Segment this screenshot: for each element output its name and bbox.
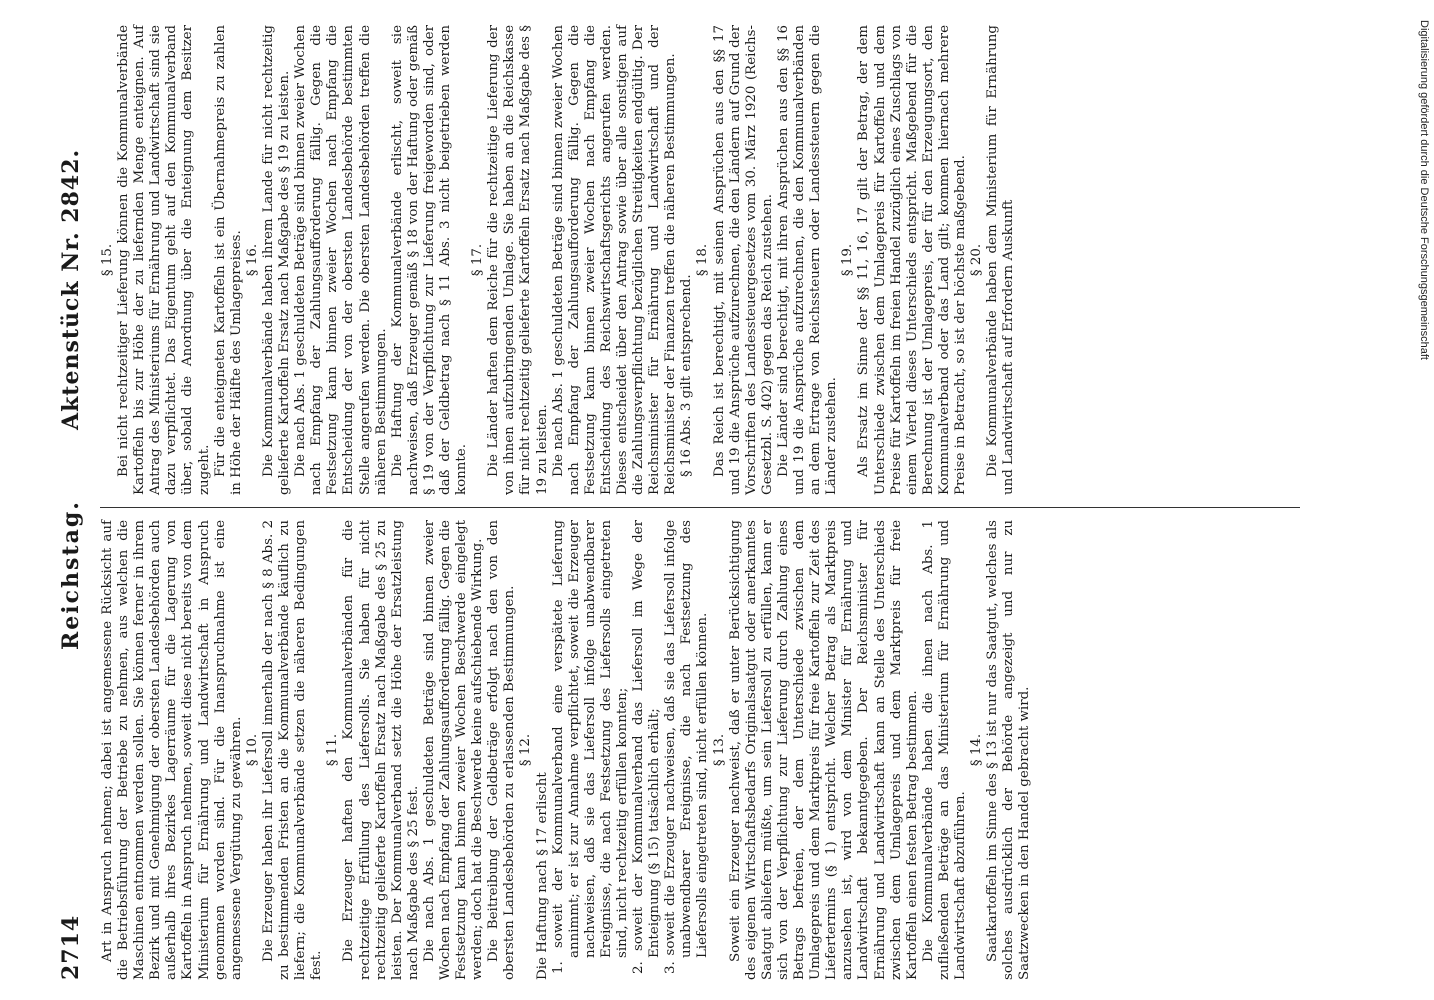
list-item: 3. soweit die Erzeuger nachweisen, daß sie das Liefersoll infolge unabwendbarer Ereignisse, die nach Festsetzung des Liefersolls eingetreten sind, nicht erfüllen können.: [663, 520, 711, 974]
paragraph: Die Kommunalverbände haben die ihnen nach Abs. 1 zufließenden Beträge an das Ministerium für Ernährung und Landwirtschaft abzuführen.: [920, 520, 968, 980]
paragraph: Bei nicht rechtzeitiger Lieferung können die Kommunalverbände Kartoffeln bis zur Höhe der zu liefernden Menge enteignen. Auf Antrag des Ministeriums für Ernährung und Landwirtschaft sind sie dazu verpflichtet. Das Eigentum geht auf den Kommunalverband über, sobald die Anordnung über die Enteignung dem Besitzer zugeht.: [116, 25, 212, 495]
paragraph: Soweit ein Erzeuger nachweist, daß er unter Berücksichtigung des eigenen Wirtschaftsbedarfs Originalsaatgut oder anerkanntes Saatgut abliefern müßte, um sein Liefersoll zu erfüllen, kann er sich von der Verpflichtung zur Lieferung durch Zahlung eines Betrags befreien, der dem Unterschiede zwischen dem Umlagepreis und dem Marktpreis für freie Kartoffeln zur Zeit des Liefertermins (§ 1) entspricht. Welcher Betrag als Marktpreis anzusehen ist, wird von dem Minister für Ernährung und Landwirtschaft bekanntgegeben. Der Reichsminister für Ernährung und Landwirtschaft kann an Stelle des Unterschieds zwischen dem Umlagepreis und dem Marktpreis für freie Kartoffeln einen festen Betrag bestimmen.: [727, 520, 920, 980]
page-number: 2714: [58, 914, 84, 980]
funding-note: [1418, 20, 1430, 980]
list-item: 2. soweit der Kommunalverband das Liefersoll im Wege der Enteignung (§ 15) tatsächlich erhält;: [631, 520, 663, 974]
paragraph: Die nach Abs. 1 geschuldeten Beträge sind binnen zweier Wochen nach Empfang der Zahlungsaufforderung fällig. Gegen die Festsetzung kann binnen zweier Wochen Beschwerde eingelegt werden; doch hat die Beschwerde keine aufschiebende Wirkung.: [421, 520, 486, 980]
section-heading: § 13.: [711, 733, 727, 767]
section-heading: § 18.: [695, 243, 711, 277]
paragraph: § 16 Abs. 3 gilt entsprechend.: [679, 274, 695, 477]
paragraph: Für die enteigneten Kartoffeln ist ein Übernahmepreis zu zahlen in Höhe der Hälfte des Umlagepreises.: [212, 25, 244, 495]
running-title: Reichstag.: [58, 500, 84, 650]
list-item: 1. soweit der Kommunalverband eine verspätete Lieferung annimmt; er ist zur Annahme verpflichtet, soweit die Erzeuger nachweisen, daß sie das Liefersoll infolge unabwendbarer Ereignisse, die nach Festsetzung des Liefersolls eingetreten sind, nicht rechtzeitig erfüllen konnten;: [550, 520, 630, 974]
paragraph: Die Länder haften dem Reiche für die rechtzeitige Lieferung der von ihnen aufzubringenden Umlage. Sie haben an die Reichskasse für nicht rechtzeitig gelieferte Kartoffeln Ersatz nach Maßgabe des § 19 zu leisten.: [486, 25, 550, 495]
paragraph: Die Erzeuger haben ihr Liefersoll innerhalb der nach § 8 Abs. 2 zu bestimmenden Fristen an die Kommunalverbände käuflich zu liefern; die Kommunalverbände setzen die näheren Bedingungen fest.: [260, 520, 325, 980]
paragraph: Die Haftung der Kommunalverbände erlischt, soweit sie nachweisen, daß Erzeuger gemäß § 18 von der Haftung oder gemäß § 19 von der Verpflichtung zur Lieferung freigeworden sind, oder daß der Geldbetrag nach § 11 Abs. 3 nicht beigetrieben werden konnte.: [389, 25, 470, 495]
section-heading: § 11.: [325, 733, 341, 767]
paragraph: Die Beitreibung der Geldbeträge erfolgt nach den von den obersten Landesbehörden zu erlassenden Bestimmungen.: [486, 520, 518, 980]
left-column: [100, 520, 1310, 980]
paragraph: Art in Anspruch nehmen; dabei ist angemessene Rücksicht auf die Betriebsführung der Betriebe zu nehmen, aus welchen die Maschinen entnommen werden sollen. Sie können ferner in ihrem Bezirk und mit Genehmigung der obersten Landesbehörden auch außerhalb ihres Bezirkes Lagerräume für die Lagerung von Kartoffeln in Anspruch nehmen, soweit diese nicht bereits von dem Ministerium für Ernährung und Landwirtschaft in Anspruch genommen worden sind. Für die Inanspruchnahme ist eine angemessene Vergütung zu gewähren.: [100, 520, 244, 980]
paragraph: Die Kommunalverbände haben ihrem Lande für nicht rechtzeitig gelieferte Kartoffeln Ersatz nach Maßgabe des § 19 zu leisten.: [260, 25, 293, 495]
section-heading: § 10.: [244, 733, 260, 767]
section-heading: § 17.: [470, 243, 486, 277]
paragraph: Als Ersatz im Sinne der §§ 11, 16, 17 gilt der Betrag, der dem Unterschiede zwischen dem Umlagepreis für Kartoffeln und dem Preise für Kartoffeln im freien Handel zuzüglich eines Zuschlags von einem Viertel dieses Unterschieds entspricht. Maßgebend für die Berechnung ist der Umlagepreis, der für den Erzeugungsort, den Kommunalverband oder das Land gilt; kommen hiernach mehrere Preise in Betracht, so ist der höchste maßgebend.: [856, 25, 968, 495]
paragraph: Saatkartoffeln im Sinne des § 13 ist nur das Saatgut, welches als solches ausdrücklich der Behörde angezeigt und nur zu Saatzwecken in den Handel gebracht wird.: [985, 520, 1033, 980]
paragraph: Das Reich ist berechtigt, mit seinen Ansprüchen aus den §§ 17 und 19 die Ansprüche aufzurechnen, die den Ländern auf Grund der Vorschriften des Landessteuergesetzes vom 30. März 1920 (Reichs-Gesetzbl. S. 402) gegen das Reich zustehen.: [711, 25, 775, 495]
funding-note-text: Digitalisierung gefördert durch die Deutsche Forschungsgemeinschaft: [1418, 20, 1430, 360]
section-heading: § 20.: [969, 243, 985, 277]
section-heading: § 16.: [244, 243, 260, 277]
section-heading: § 19.: [840, 243, 856, 277]
paragraph: Die nach Abs. 1 geschuldeten Beträge sind binnen zweier Wochen nach Empfang der Zahlungsaufforderung fällig. Gegen die Festsetzung kann binnen zweier Wochen nach Empfang die Entscheidung der von der obersten Landesbehörde bestimmten Stelle angerufen werden. Die obersten Landesbehörden treffen die näheren Bestimmungen.: [293, 25, 389, 495]
paragraph: Die Länder sind berechtigt, mit ihren Ansprüchen aus den §§ 16 und 19 die Ansprüche aufzurechnen, die den Kommunalverbänden an dem Ertrage von Reichssteuern oder Landessteuern gegen die Länder zustehen.: [775, 25, 840, 495]
section-heading: § 14.: [969, 733, 985, 767]
paragraph: Die Haftung nach § 17 erlischt: [534, 772, 550, 980]
section-heading: § 15.: [100, 243, 115, 277]
paragraph: Die nach Abs. 1 geschuldeten Beträge sind binnen zweier Wochen nach Empfang der Zahlungsaufforderung fällig. Gegen die Festsetzung kann binnen zweier Wochen nach Empfang die Entscheidung des Reichswirtschaftsgerichts angerufen werden. Dieses entscheidet über den Antrag sowie über alle sonstigen auf die Zahlungsverpflichtung bezüglichen Streitigkeiten endgültig. Der Reichsminister für Ernährung und Landwirtschaft und der Reichsminister der Finanzen treffen die näheren Bestimmungen.: [550, 25, 679, 495]
document-label: Aktenstück Nr. 2842.: [58, 148, 84, 430]
right-column: [100, 25, 1310, 495]
paragraph: Die Erzeuger haften den Kommunalverbänden für die rechtzeitige Erfüllung des Liefersolls. Sie haben für nicht rechtzeitig gelieferte Kartoffeln Ersatz nach Maßgabe des § 25 zu leisten. Der Kommunalverband setzt die Höhe der Ersatzleistung nach Maßgabe des § 25 fest.: [341, 520, 421, 980]
paragraph: Die Kommunalverbände haben dem Ministerium für Ernährung und Landwirtschaft auf Erfordern Auskunft: [985, 25, 1017, 495]
column-divider: [100, 507, 1300, 508]
section-heading: § 12.: [518, 733, 534, 767]
